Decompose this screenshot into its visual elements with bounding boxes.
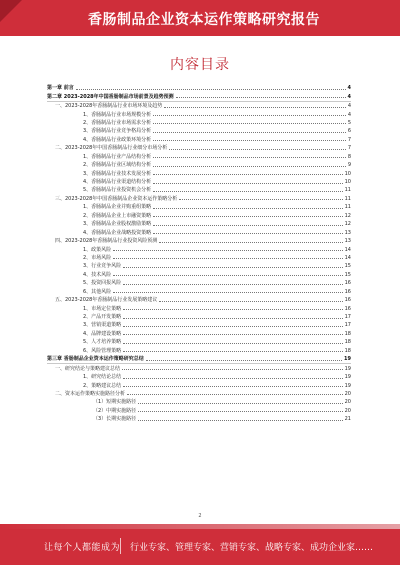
- toc-entry[interactable]: [47, 296, 351, 304]
- toc-entry-title: 第一章 前言: [47, 85, 74, 92]
- toc-entry-title: 3、行业竞争风险: [83, 263, 122, 270]
- toc-leader-dots: [123, 267, 342, 268]
- toc-entry[interactable]: [47, 144, 351, 152]
- toc-entry-title: 4、香肠制品企业战略投资策略: [83, 229, 152, 236]
- toc-entry-title: 1、香肠制品行业市场规模分析: [83, 111, 152, 118]
- toc-entry[interactable]: [47, 186, 351, 194]
- toc-entry-title: 二、2023-2028年中国香肠制品行业细分市场分析: [55, 145, 168, 152]
- toc-leader-dots: [113, 250, 342, 251]
- toc-leader-dots: [123, 334, 342, 335]
- toc-entry-page: 9: [347, 162, 351, 169]
- toc-leader-dots: [113, 292, 342, 293]
- toc-leader-dots: [138, 420, 342, 421]
- toc-leader-dots: [146, 360, 342, 361]
- toc-leader-dots: [123, 318, 342, 319]
- toc-leader-dots: [123, 386, 342, 387]
- toc-entry-page: 5: [347, 119, 351, 126]
- toc-entry[interactable]: [47, 330, 351, 338]
- toc-entry-title: （1）短期实施路径: [93, 399, 137, 406]
- toc-entry-title: 四、2023-2028年香肠制品行业投资风险预测: [55, 238, 158, 245]
- header-banner: [0, 0, 400, 36]
- toc-entry[interactable]: [47, 355, 351, 364]
- toc-entry-title: 3、香肠制品企业股权激励策略: [83, 221, 152, 228]
- toc-entry[interactable]: [47, 92, 351, 101]
- toc-entry[interactable]: [47, 271, 351, 279]
- footer-banner: [0, 529, 400, 565]
- toc-entry-page: 21: [344, 416, 351, 423]
- toc-leader-dots: [153, 225, 342, 226]
- toc-entry-page: 18: [344, 330, 351, 337]
- toc-entry-page: 14: [344, 246, 351, 253]
- toc-leader-dots: [153, 233, 342, 234]
- toc-entry[interactable]: [47, 288, 351, 296]
- toc-entry-page: 6: [347, 128, 351, 135]
- toc-entry-title: 1、研究结论总结: [83, 374, 122, 381]
- toc-entry-title: 五、2023-2028年香肠制品行业发展策略建议: [55, 297, 158, 304]
- toc-entry[interactable]: [47, 245, 351, 253]
- toc-entry-title: （2）中期实施路径: [93, 407, 137, 414]
- toc-entry-title: 2、香肠制品行业市场需求分析: [83, 119, 152, 126]
- toc-entry[interactable]: [47, 237, 351, 245]
- toc-leader-dots: [179, 199, 342, 200]
- footer-divider: [120, 538, 121, 554]
- toc-entry-title: 2、策略建议总结: [83, 382, 122, 389]
- toc-entry-title: 三、2023-2028年中国香肠制品企业资本运作策略分析: [55, 195, 178, 202]
- toc-entry[interactable]: [47, 381, 351, 389]
- toc-entry-title: 4、香肠制品行业渠道结构分析: [83, 179, 152, 186]
- toc-leader-dots: [123, 378, 342, 379]
- toc-entry-title: 4、技术风险: [83, 271, 112, 278]
- toc-entry[interactable]: [47, 161, 351, 169]
- toc-entry-page: 10: [344, 170, 351, 177]
- toc-leader-dots: [123, 284, 342, 285]
- toc-entry[interactable]: [47, 153, 351, 161]
- toc-leader-dots: [169, 149, 346, 150]
- toc-entry[interactable]: [47, 203, 351, 211]
- toc-entry-page: 11: [344, 187, 351, 194]
- toc-entry-title: 6、风险管理策略: [83, 347, 122, 354]
- toc-entry-title: 一、2023-2028年香肠制品行业市场环境及趋势: [55, 103, 163, 110]
- toc-leader-dots: [153, 115, 346, 116]
- page-number: 2: [198, 513, 202, 519]
- toc-entry-page: 4: [347, 85, 351, 92]
- report-title: 香肠制品企业资本运作策略研究报告: [88, 12, 320, 28]
- toc-entry-title: 1、香肠制品行业产品结构分析: [83, 153, 152, 160]
- toc-entry[interactable]: [47, 136, 351, 144]
- toc-entry-page: 4: [347, 103, 351, 110]
- toc-entry[interactable]: [47, 398, 351, 406]
- toc-entry-title: （3）长期实施路径: [93, 416, 137, 423]
- toc-leader-dots: [153, 208, 342, 209]
- toc-entry-page: 4: [347, 93, 351, 100]
- toc-leader-dots: [123, 326, 342, 327]
- toc-entry-page: 12: [344, 221, 351, 228]
- toc-entry-title: 2、香肠制品行业区域结构分析: [83, 162, 152, 169]
- toc-entry[interactable]: [47, 212, 351, 220]
- toc-entry-page: 4: [347, 111, 351, 118]
- toc-entry[interactable]: [47, 119, 351, 127]
- table-of-contents: [47, 84, 351, 424]
- toc-entry-title: 4、香肠制品行业政策环境分析: [83, 136, 152, 143]
- toc-entry-page: 19: [344, 374, 351, 381]
- toc-leader-dots: [123, 343, 342, 344]
- toc-entry-page: 16: [344, 288, 351, 295]
- footer-slogan-left: 让每个人都能成为: [44, 543, 121, 553]
- toc-entry-page: 15: [344, 271, 351, 278]
- toc-entry[interactable]: [47, 279, 351, 287]
- toc-entry-page: 11: [344, 204, 351, 211]
- toc-entry[interactable]: [47, 195, 351, 203]
- toc-entry[interactable]: [47, 254, 351, 262]
- toc-entry-page: 18: [344, 347, 351, 354]
- toc-leader-dots: [153, 140, 346, 141]
- toc-leader-dots: [123, 309, 342, 310]
- toc-entry-page: 11: [344, 195, 351, 202]
- toc-entry-page: 14: [344, 254, 351, 261]
- toc-entry-title: 3、营销渠道策略: [83, 322, 122, 329]
- toc-leader-dots: [153, 191, 342, 192]
- toc-leader-dots: [153, 183, 342, 184]
- toc-entry-page: 7: [347, 145, 351, 152]
- toc-heading: 内容目录: [170, 57, 230, 73]
- toc-leader-dots: [138, 411, 342, 412]
- toc-entry-page: 20: [344, 407, 351, 414]
- toc-entry-page: 10: [344, 179, 351, 186]
- toc-leader-dots: [122, 369, 343, 370]
- toc-leader-dots: [153, 216, 342, 217]
- toc-entry[interactable]: [47, 347, 351, 355]
- toc-entry-title: 1、政策风险: [83, 246, 112, 253]
- toc-leader-dots: [153, 123, 346, 124]
- toc-leader-dots: [159, 242, 342, 243]
- toc-entry[interactable]: [47, 84, 351, 92]
- toc-entry-page: 19: [344, 382, 351, 389]
- toc-entry-page: 20: [344, 390, 351, 397]
- footer-slogan-right: 行业专家、管理专家、营销专家、战略专家、成功企业家……: [130, 543, 374, 553]
- toc-entry-page: 20: [344, 399, 351, 406]
- toc-leader-dots: [138, 403, 342, 404]
- toc-entry[interactable]: [47, 102, 351, 110]
- toc-leader-dots: [123, 351, 342, 352]
- toc-entry-title: 4、品牌建设策略: [83, 330, 122, 337]
- toc-entry[interactable]: [47, 390, 351, 398]
- toc-leader-dots: [113, 258, 342, 259]
- toc-entry[interactable]: [47, 313, 351, 321]
- toc-entry[interactable]: [47, 407, 351, 415]
- header-corner-decoration: [0, 0, 22, 22]
- toc-entry-title: 第二章 2023-2028年中国香肠制品市场前景及趋势预测: [47, 93, 174, 100]
- toc-entry-title: 二、资本运作策略实施路径分析: [55, 390, 126, 397]
- toc-entry[interactable]: [47, 178, 351, 186]
- toc-entry[interactable]: [47, 364, 351, 372]
- toc-leader-dots: [153, 166, 346, 167]
- toc-entry-title: 2、香肠制品企业上市融资策略: [83, 212, 152, 219]
- toc-entry-title: 一、研究结论与策略建议总结: [55, 365, 121, 372]
- toc-entry-page: 13: [344, 229, 351, 236]
- toc-entry-page: 15: [344, 263, 351, 270]
- toc-entry[interactable]: [47, 110, 351, 118]
- toc-leader-dots: [153, 174, 342, 175]
- toc-entry-page: 19: [344, 356, 351, 363]
- toc-entry-page: 13: [344, 238, 351, 245]
- toc-entry-page: 17: [344, 314, 351, 321]
- toc-leader-dots: [76, 89, 346, 90]
- toc-entry-page: 8: [347, 153, 351, 160]
- toc-entry[interactable]: [47, 338, 351, 346]
- toc-entry-title: 1、香肠制品企业并购重组策略: [83, 204, 152, 211]
- toc-entry-title: 3、香肠制品行业技术发展分析: [83, 170, 152, 177]
- toc-entry[interactable]: [47, 321, 351, 329]
- toc-entry-page: 7: [347, 136, 351, 143]
- toc-entry-page: 18: [344, 339, 351, 346]
- toc-entry[interactable]: [47, 304, 351, 312]
- toc-entry-title: 1、市场定位策略: [83, 305, 122, 312]
- toc-entry-title: 2、产品开发策略: [83, 314, 122, 321]
- toc-entry[interactable]: [47, 127, 351, 135]
- toc-entry[interactable]: [47, 169, 351, 177]
- toc-entry-page: 19: [344, 365, 351, 372]
- toc-leader-dots: [159, 301, 342, 302]
- toc-leader-dots: [176, 97, 346, 98]
- toc-leader-dots: [127, 394, 343, 395]
- toc-entry[interactable]: [47, 415, 351, 423]
- toc-entry-page: 12: [344, 212, 351, 219]
- toc-leader-dots: [153, 132, 346, 133]
- toc-entry[interactable]: [47, 373, 351, 381]
- toc-entry-title: 5、投资回报风险: [83, 280, 122, 287]
- toc-entry-page: 16: [344, 297, 351, 304]
- toc-entry-title: 2、市场风险: [83, 254, 112, 261]
- toc-leader-dots: [113, 275, 342, 276]
- toc-entry-title: 3、香肠制品行业竞争格局分析: [83, 128, 152, 135]
- toc-entry[interactable]: [47, 228, 351, 236]
- toc-entry-title: 6、其他风险: [83, 288, 112, 295]
- toc-entry-title: 第三章 香肠制品企业资本运作策略研究总结: [47, 356, 144, 363]
- toc-entry-title: 5、人才培养策略: [83, 339, 122, 346]
- toc-leader-dots: [153, 157, 346, 158]
- toc-entry-page: 17: [344, 322, 351, 329]
- toc-entry-page: 16: [344, 280, 351, 287]
- toc-entry[interactable]: [47, 220, 351, 228]
- toc-entry-page: 16: [344, 305, 351, 312]
- toc-entry-title: 5、香肠制品行业投资机会分析: [83, 187, 152, 194]
- toc-entry[interactable]: [47, 262, 351, 270]
- toc-leader-dots: [164, 107, 346, 108]
